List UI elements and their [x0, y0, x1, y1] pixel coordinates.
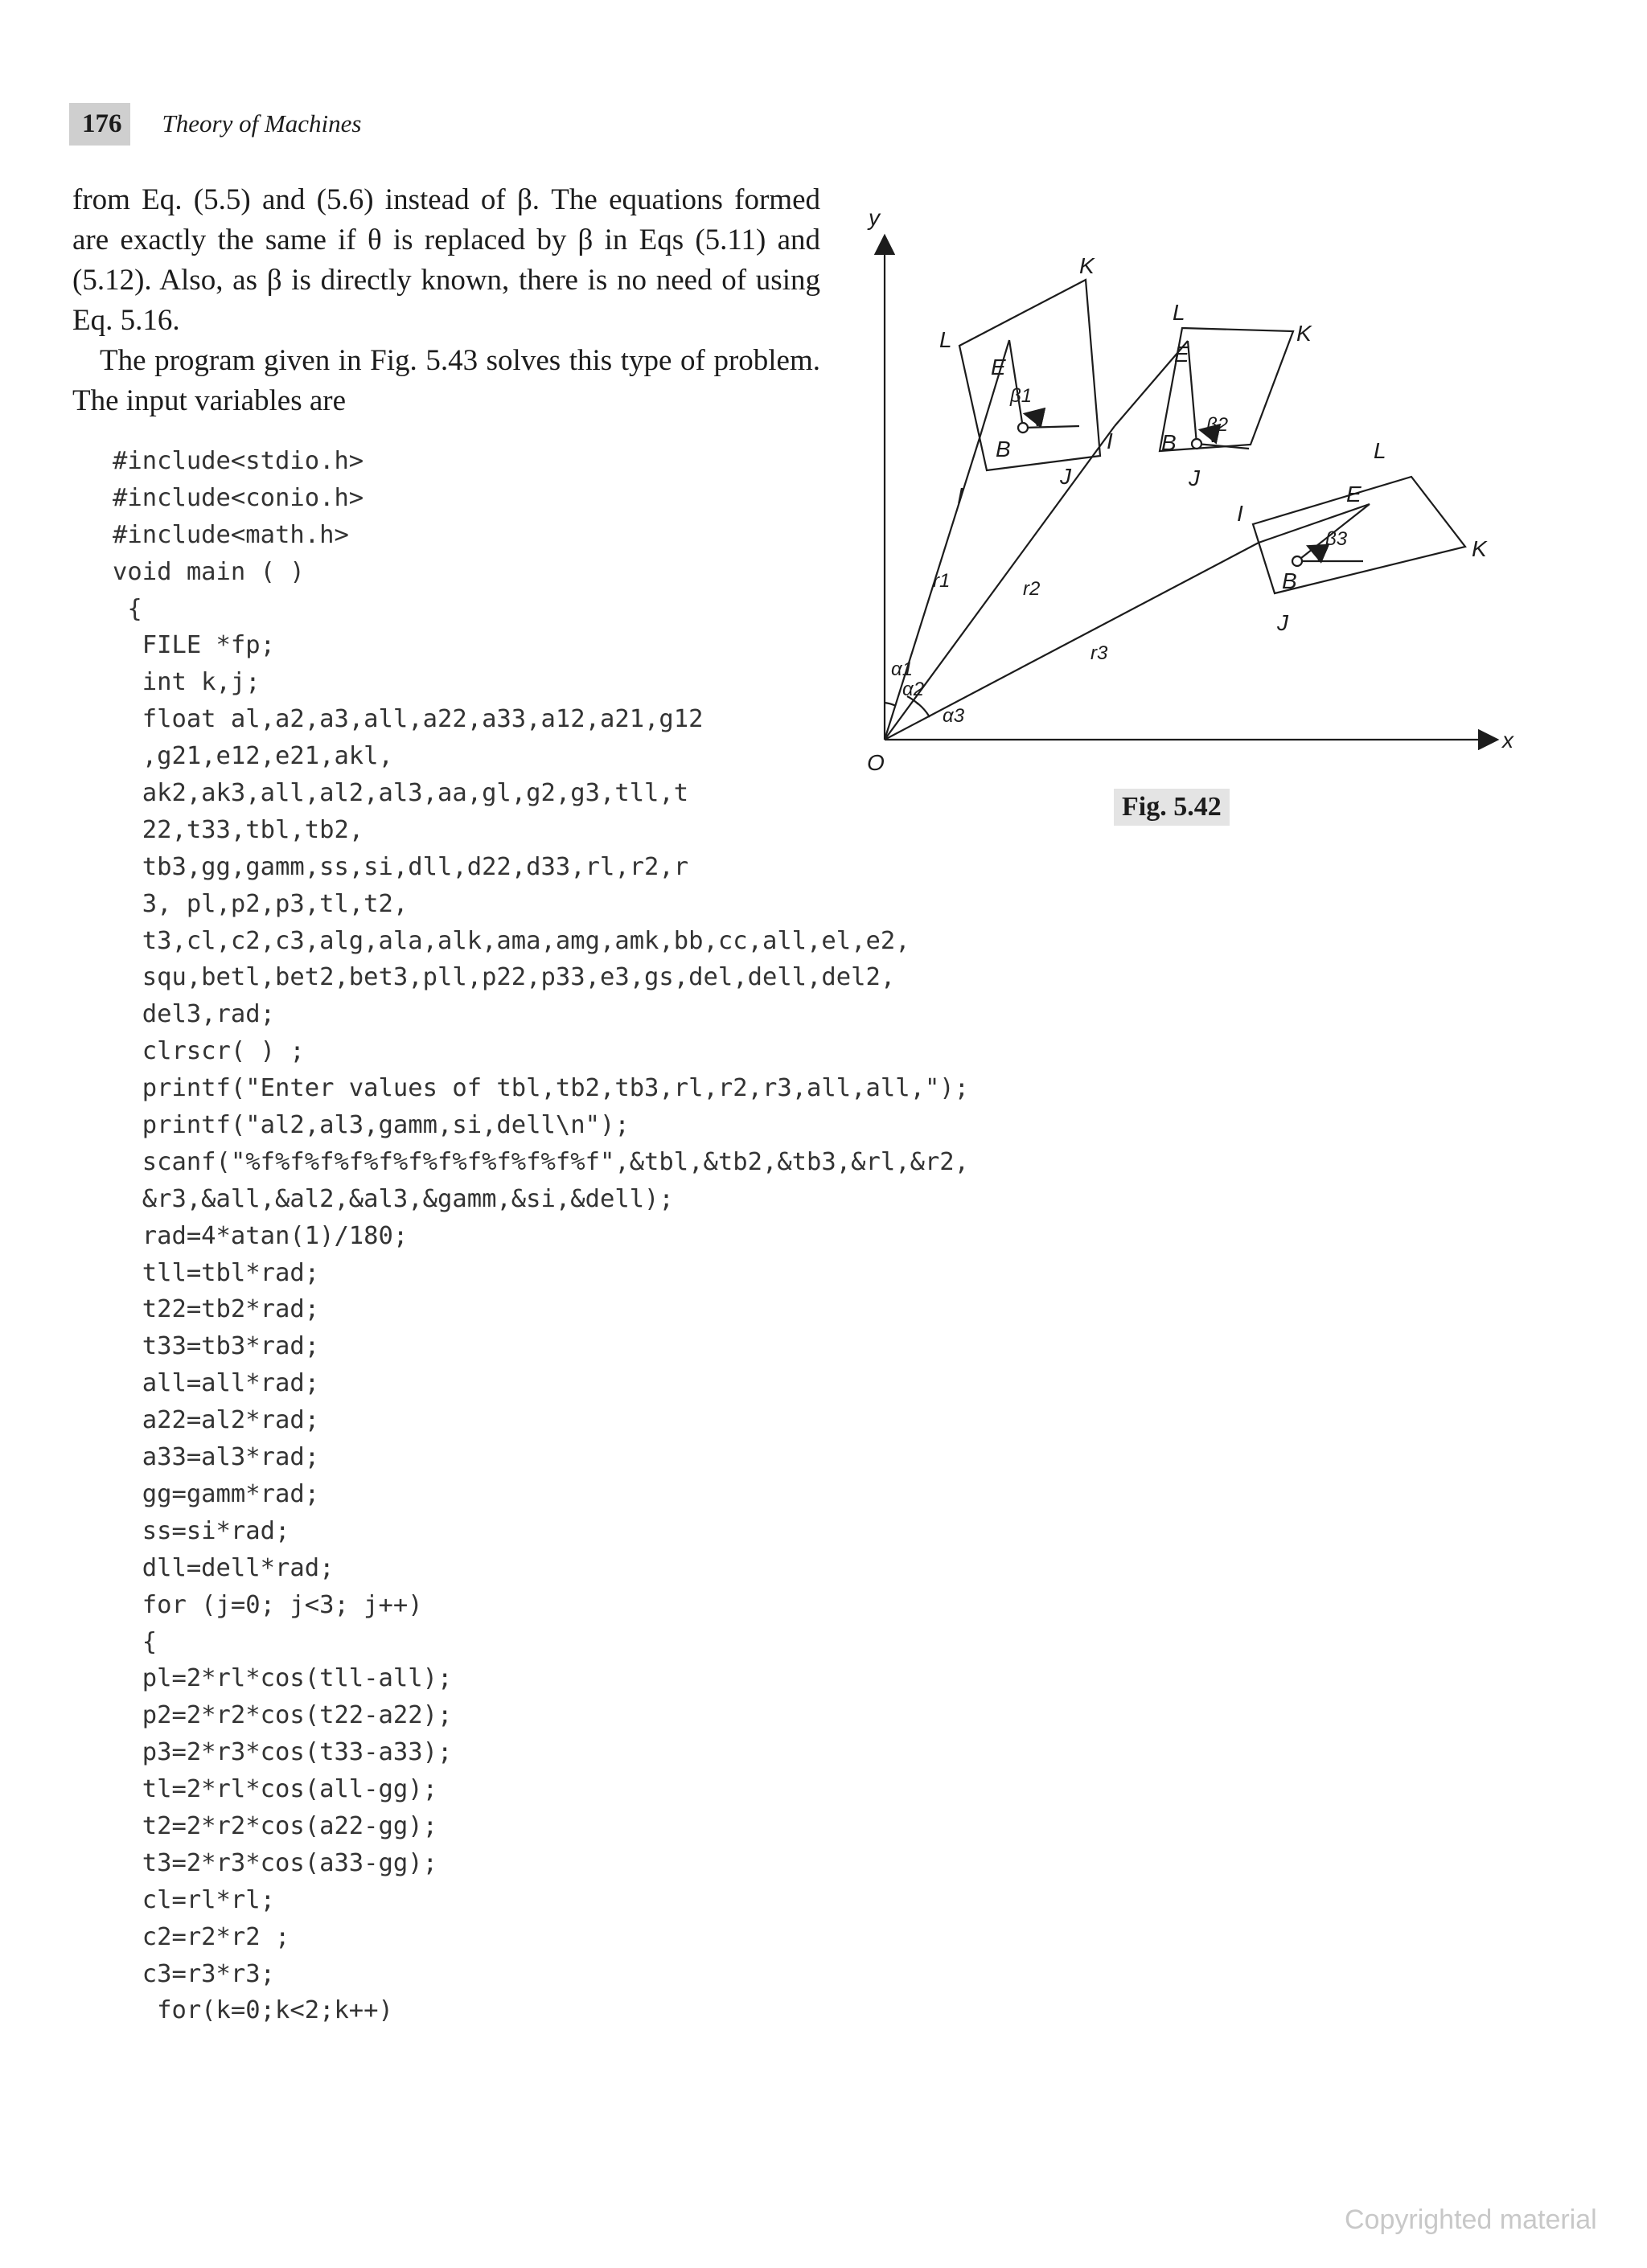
code-line: tb3,gg,gamm,ss,si,dll,d22,d33,rl,r2,r: [113, 852, 689, 881]
point-j1: J: [1060, 464, 1071, 489]
code-line: t33=tb3*rad;: [113, 1332, 320, 1361]
code-line: printf("al2,al3,gamm,si,dell\n");: [113, 1111, 630, 1140]
code-line: scanf("%f%f%f%f%f%f%f%f%f%f%f%f",&tbl,&tb2,&tb3,&rl,&r2,: [113, 1147, 970, 1176]
code-line: void main ( ): [113, 557, 305, 586]
code-line: for(k=0;k<2;k++): [113, 1996, 393, 2025]
beta-3-arc: [1309, 547, 1319, 560]
code-line: {: [113, 594, 142, 623]
code-line: a22=al2*rad;: [113, 1406, 320, 1435]
code-line: pl=2*rl*cos(tll-all);: [113, 1664, 453, 1693]
point-b1: B: [996, 437, 1011, 461]
point-e3: E: [1346, 482, 1362, 507]
point-l3: L: [1374, 438, 1386, 463]
code-line: c3=r3*r3;: [113, 1959, 275, 1988]
alpha2-label: α2: [902, 679, 925, 700]
pivot-b3: [1292, 556, 1302, 566]
point-l2: L: [1173, 300, 1185, 325]
alpha-1-arc: [885, 703, 896, 706]
code-line: float al,a2,a3,all,a22,a33,a12,a21,g12: [113, 705, 704, 734]
code-line: cl=rl*rl;: [113, 1885, 275, 1914]
radius-line-1: [885, 438, 980, 740]
point-i2: I: [1107, 429, 1113, 453]
code-line: 22,t33,tbl,tb2,: [113, 815, 364, 844]
alpha3-label: α3: [943, 705, 965, 727]
page-header: [69, 100, 361, 148]
alpha-3-arc: [917, 703, 930, 717]
code-line: all=all*rad;: [113, 1369, 320, 1398]
r3-label: r3: [1090, 642, 1108, 664]
code-line: gg=gamm*rad;: [113, 1479, 320, 1508]
code-line: for (j=0; j<3; j++): [113, 1590, 423, 1619]
point-j3: J: [1277, 610, 1288, 635]
code-line: c2=r2*r2 ;: [113, 1922, 290, 1951]
point-i1: I: [957, 483, 963, 508]
code-line: p3=2*r3*cos(t33-a33);: [113, 1738, 453, 1767]
code-line: {: [113, 1627, 158, 1656]
r2-label: r2: [1023, 578, 1041, 600]
r1-label: r1: [933, 570, 951, 592]
book-title: Theory of Machines: [162, 109, 362, 137]
page-number: 176: [69, 103, 130, 146]
point-i3: I: [1237, 501, 1243, 526]
point-e1: E: [991, 355, 1006, 379]
code-line: t2=2*r2*cos(a22-gg);: [113, 1811, 437, 1840]
code-line: &r3,&all,&al2,&al3,&gamm,&si,&dell);: [113, 1184, 674, 1213]
code-line: int k,j;: [113, 668, 261, 697]
paragraph-2: The program given in Fig. 5.43 solves this type of problem. The input variables are: [72, 344, 820, 417]
code-line: p2=2*r2*cos(t22-a22);: [113, 1701, 453, 1730]
point-j2: J: [1189, 465, 1200, 490]
figure-5-42: [852, 193, 1514, 775]
origin-label: O: [867, 750, 885, 775]
code-line: t22=tb2*rad;: [113, 1295, 320, 1324]
point-e2: E: [1174, 342, 1189, 367]
beta2-label: β2: [1206, 414, 1229, 436]
body-1-ref: [1023, 426, 1079, 428]
code-line: dll=dell*rad;: [113, 1553, 335, 1582]
copyright-watermark: Copyrighted material: [1345, 2204, 1597, 2235]
mechanism-diagram: [852, 193, 1514, 775]
beta3-label: β3: [1325, 528, 1348, 550]
code-line: tl=2*rl*cos(all-gg);: [113, 1775, 437, 1804]
figure-caption: Fig. 5.42: [1114, 789, 1230, 826]
link-body-1: [959, 280, 1100, 470]
code-line: a33=al3*rad;: [113, 1443, 320, 1472]
axis-x-label: x: [1502, 728, 1514, 753]
code-line: ak2,ak3,all,al2,al3,aa,gl,g2,g3,tll,t: [113, 779, 689, 808]
code-line: #include<conio.h>: [113, 483, 364, 512]
pivot-b2: [1192, 439, 1201, 449]
point-k2: K: [1296, 321, 1312, 346]
code-line: squ,betl,bet2,bet3,pll,p22,p33,e3,gs,del,dell,del2,: [113, 963, 896, 992]
body-1-link: [1009, 340, 1023, 428]
pivot-b1: [1018, 423, 1028, 433]
body-text: [72, 180, 820, 421]
beta1-label: β1: [1010, 385, 1033, 407]
code-line: tll=tbl*rad;: [113, 1258, 320, 1287]
point-b2: B: [1161, 430, 1177, 455]
code-line: #include<stdio.h>: [113, 447, 364, 475]
code-line: t3,cl,c2,c3,alg,ala,alk,ama,amg,amk,bb,cc,all,el,e2,: [113, 926, 910, 955]
paragraph-1: from Eq. (5.5) and (5.6) instead of β. The equations formed are exactly the same if θ is replaced by β in Eqs (5.11) and (5.12). Also, as β is directly known, there is no need of using Eq. 5.16.: [72, 183, 820, 337]
beta-1-arc: [1026, 414, 1037, 426]
point-b3: B: [1282, 568, 1297, 593]
code-line: t3=2*r3*cos(a33-gg);: [113, 1848, 437, 1877]
point-k1: K: [1079, 253, 1095, 278]
code-line: ss=si*rad;: [113, 1516, 290, 1545]
point-k3: K: [1472, 536, 1487, 561]
code-line: ,g21,e12,e21,akl,: [113, 742, 393, 771]
code-line: printf("Enter values of tbl,tb2,tb3,rl,r2,r3,all,all,");: [113, 1074, 970, 1103]
code-line: 3, pl,p2,p3,tl,t2,: [113, 889, 409, 918]
code-line: rad=4*atan(1)/180;: [113, 1221, 409, 1250]
axis-y-label: y: [869, 205, 880, 230]
body-3-line: [1259, 504, 1370, 543]
code-line: del3,rad;: [113, 1000, 275, 1029]
code-line: FILE *fp;: [113, 631, 275, 660]
code-listing: [113, 443, 969, 2029]
alpha1-label: α1: [891, 658, 914, 680]
code-line: clrscr( ) ;: [113, 1037, 305, 1066]
point-l1: L: [939, 327, 952, 352]
code-line: #include<math.h>: [113, 520, 349, 549]
